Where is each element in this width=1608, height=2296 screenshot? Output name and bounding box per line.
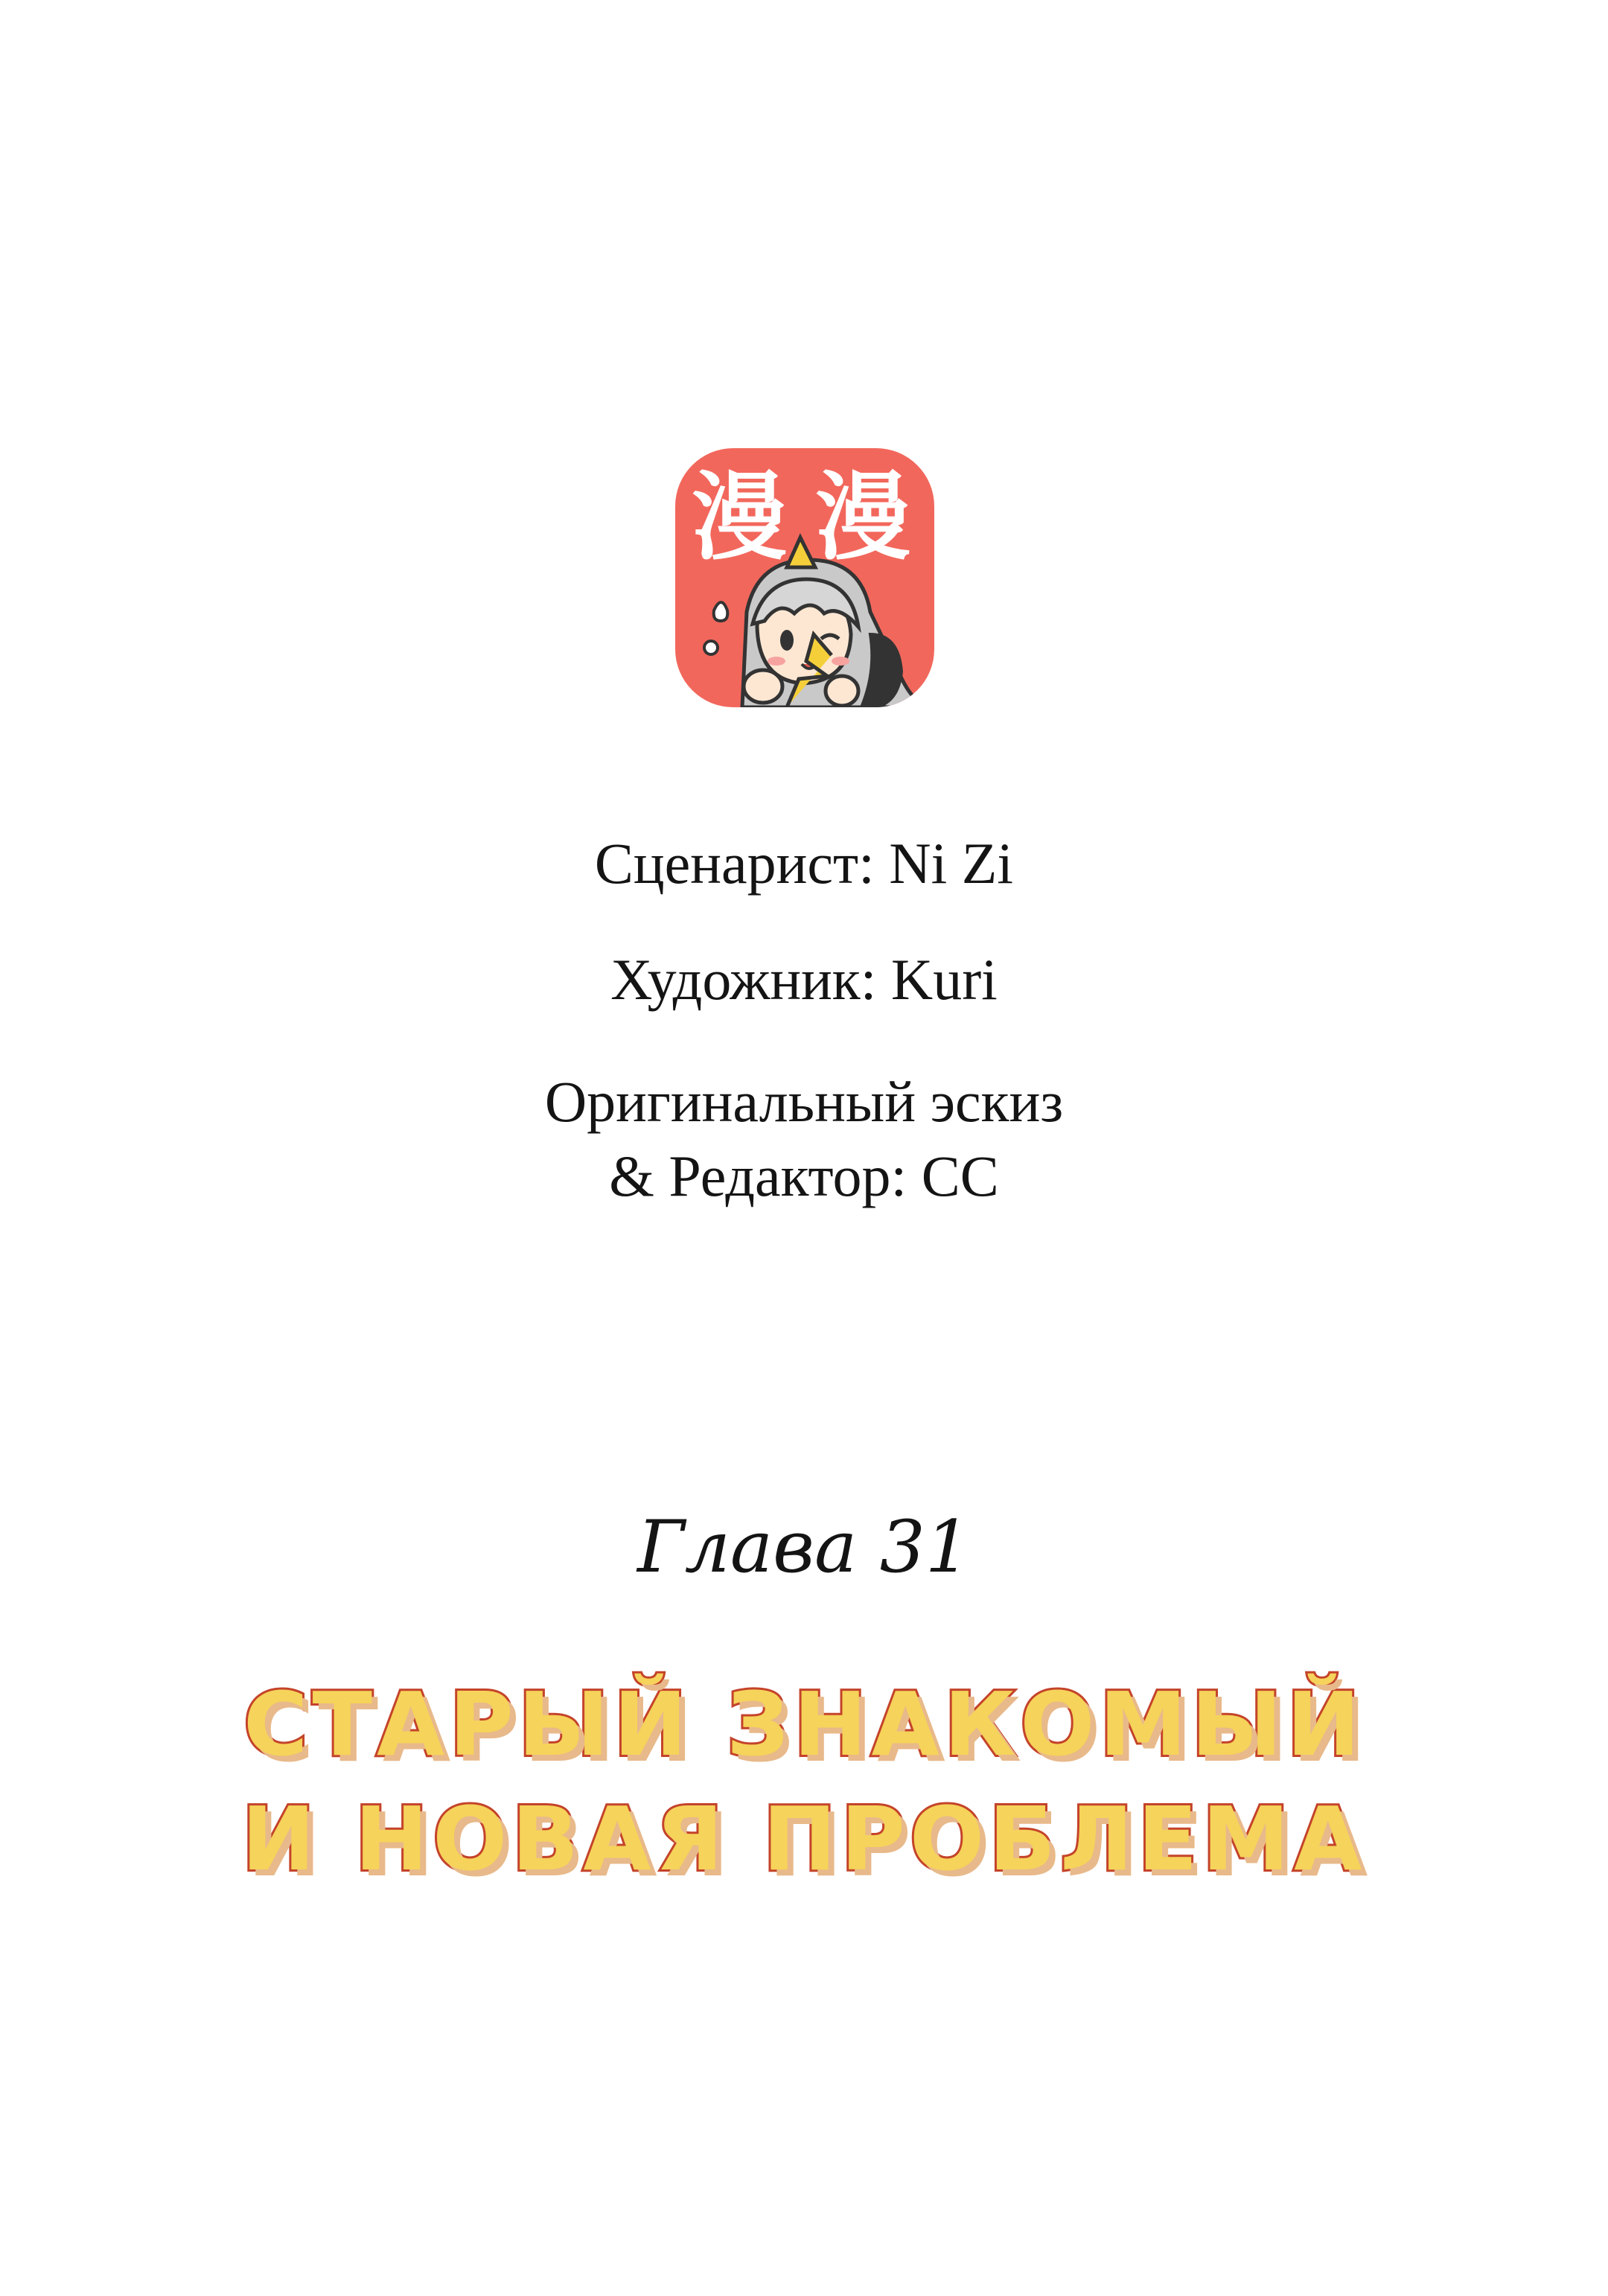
chapter-title-line-2: И НОВАЯ ПРОБЛЕМА (241, 1788, 1367, 1890)
artist-credit: Художник: Kuri (610, 947, 998, 1012)
writer-credit: Сценарист: Ni Zi (594, 831, 1014, 896)
mascot-icon (675, 448, 934, 707)
logo-glyph-left: 漫 (692, 462, 788, 573)
app-logo (675, 448, 934, 707)
logo-glyph-right: 漫 (815, 462, 911, 573)
chapter-number: Глава 31 (637, 1505, 971, 1589)
editor-credit: & Редактор: CC (609, 1144, 999, 1208)
sketch-credit: Оригинальный эскиз (544, 1069, 1064, 1134)
chapter-title-line-1: СТАРЫЙ ЗНАКОМЫЙ (243, 1673, 1365, 1776)
